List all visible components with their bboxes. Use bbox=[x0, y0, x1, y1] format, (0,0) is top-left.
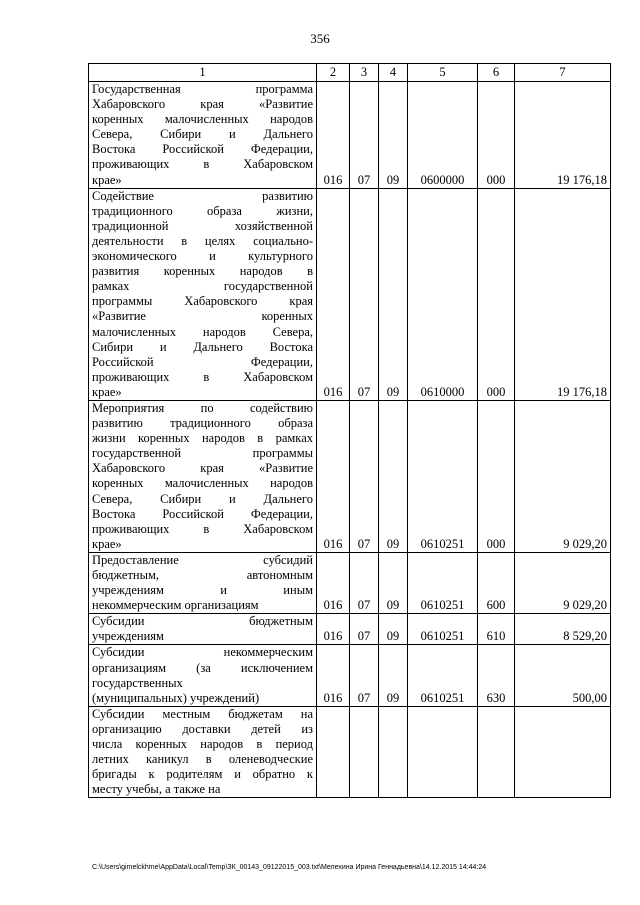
row-name-line: числа коренных народов в период bbox=[92, 737, 313, 752]
cell-expense-type: 000 bbox=[478, 188, 515, 400]
header-cell-5: 5 bbox=[408, 64, 478, 82]
budget-table bbox=[88, 63, 611, 798]
cell-subsection bbox=[379, 706, 408, 798]
cell-target-article: 0610251 bbox=[408, 400, 478, 552]
cell-target-article bbox=[408, 706, 478, 798]
cell-subsection: 09 bbox=[379, 645, 408, 706]
cell-section: 07 bbox=[350, 82, 379, 189]
row-name-line: крае» bbox=[92, 384, 122, 399]
header-cell-7: 7 bbox=[515, 64, 611, 82]
cell-amount: 19 176,18 bbox=[515, 188, 611, 400]
table-row bbox=[89, 82, 611, 189]
cell-expense-type: 610 bbox=[478, 614, 515, 645]
row-name-line: жизни коренных народов в рамках bbox=[92, 431, 313, 446]
header-row bbox=[89, 64, 611, 82]
row-name-line: Севера, Сибири и Дальнего bbox=[92, 491, 313, 506]
row-name-line: Российской Федерации, bbox=[92, 354, 313, 369]
table-body bbox=[89, 64, 611, 798]
header-cell-6: 6 bbox=[478, 64, 515, 82]
row-name-line: некоммерческим организациям bbox=[92, 598, 259, 613]
cell-section bbox=[350, 706, 379, 798]
file-path-footer: C:\Users\gimelckhme\AppData\Local\Temp\ЗК_00143_09122015_003.txt\Мелехина Ирина Геннадьевна\14.12.2015 14:44:24 bbox=[92, 864, 487, 871]
cell-subsection: 09 bbox=[379, 400, 408, 552]
cell-section: 07 bbox=[350, 188, 379, 400]
row-name-line: рамках государственной bbox=[92, 279, 313, 294]
row-name-line: государственной программы bbox=[92, 446, 313, 461]
row-name-line: организацию доставки детей из bbox=[92, 721, 313, 736]
cell-budget-code: 016 bbox=[317, 400, 350, 552]
row-name-line: Севера, Сибири и Дальнего bbox=[92, 127, 313, 142]
row-name-line: бригады к родителям и обратно к bbox=[92, 767, 313, 782]
table-row bbox=[89, 400, 611, 552]
header-cell-2: 2 bbox=[317, 64, 350, 82]
table-row bbox=[89, 614, 611, 645]
cell-subsection: 09 bbox=[379, 82, 408, 189]
page-number: 356 bbox=[310, 31, 330, 46]
cell-target-article: 0600000 bbox=[408, 82, 478, 189]
row-name-line: развития коренных народов в bbox=[92, 264, 313, 279]
row-name-cell bbox=[89, 706, 317, 798]
row-name-line: Содействие развитию bbox=[92, 188, 313, 203]
cell-target-article: 0610251 bbox=[408, 645, 478, 706]
cell-subsection: 09 bbox=[379, 552, 408, 613]
row-name-line: экономического и культурного bbox=[92, 249, 313, 264]
row-name-line: традиционного образа жизни, bbox=[92, 203, 313, 218]
row-name-line: «Развитие коренных bbox=[92, 309, 313, 324]
row-name-line: Государственная программа bbox=[92, 82, 313, 96]
row-name-cell bbox=[89, 614, 317, 645]
cell-amount: 8 529,20 bbox=[515, 614, 611, 645]
cell-budget-code bbox=[317, 706, 350, 798]
cell-amount: 19 176,18 bbox=[515, 82, 611, 189]
cell-target-article: 0610000 bbox=[408, 188, 478, 400]
row-name-line: Востока Российской Федерации, bbox=[92, 142, 313, 157]
table-row bbox=[89, 188, 611, 400]
cell-amount: 500,00 bbox=[515, 645, 611, 706]
row-name-line: учреждениям bbox=[92, 629, 164, 644]
row-name-line: государственных bbox=[92, 675, 183, 690]
row-name-line: Субсидии местным бюджетам на bbox=[92, 706, 313, 721]
row-name-line: Мероприятия по содействию bbox=[92, 400, 313, 415]
cell-amount: 9 029,20 bbox=[515, 552, 611, 613]
cell-expense-type: 000 bbox=[478, 82, 515, 189]
cell-subsection: 09 bbox=[379, 614, 408, 645]
row-name-line: Сибири и Дальнего Востока bbox=[92, 339, 313, 354]
row-name-line: крае» bbox=[92, 536, 122, 551]
row-name-line: Субсидии бюджетным bbox=[92, 614, 313, 629]
row-name-line: малочисленных народов Севера, bbox=[92, 324, 313, 339]
cell-target-article: 0610251 bbox=[408, 614, 478, 645]
row-name-line: проживающих в Хабаровском bbox=[92, 521, 313, 536]
row-name-line: Хабаровского края «Развитие bbox=[92, 97, 313, 112]
row-name-line: месту учебы, а также на bbox=[92, 782, 221, 797]
row-name-line: летних каникул в оленеводческие bbox=[92, 752, 313, 767]
header-cell-3: 3 bbox=[350, 64, 379, 82]
row-name-cell bbox=[89, 552, 317, 613]
row-name-line: Предоставление субсидий bbox=[92, 552, 313, 567]
cell-budget-code: 016 bbox=[317, 552, 350, 613]
cell-amount bbox=[515, 706, 611, 798]
row-name-line: (муниципальных) учреждений) bbox=[92, 690, 260, 705]
header-cell-4: 4 bbox=[379, 64, 408, 82]
row-name-line: коренных малочисленных народов bbox=[92, 476, 313, 491]
row-name-line: проживающих в Хабаровском bbox=[92, 157, 313, 172]
row-name-line: крае» bbox=[92, 172, 122, 187]
row-name-line: коренных малочисленных народов bbox=[92, 112, 313, 127]
cell-expense-type bbox=[478, 706, 515, 798]
cell-expense-type: 600 bbox=[478, 552, 515, 613]
row-name-line: Субсидии некоммерческим bbox=[92, 645, 313, 660]
row-name-line: проживающих в Хабаровском bbox=[92, 369, 313, 384]
cell-amount: 9 029,20 bbox=[515, 400, 611, 552]
cell-budget-code: 016 bbox=[317, 188, 350, 400]
cell-section: 07 bbox=[350, 400, 379, 552]
table-row bbox=[89, 552, 611, 613]
row-name-line: Востока Российской Федерации, bbox=[92, 506, 313, 521]
cell-budget-code: 016 bbox=[317, 82, 350, 189]
cell-section: 07 bbox=[350, 614, 379, 645]
row-name-line: развитию традиционного образа bbox=[92, 416, 313, 431]
cell-section: 07 bbox=[350, 552, 379, 613]
cell-budget-code: 016 bbox=[317, 614, 350, 645]
row-name-line: деятельности в целях социально- bbox=[92, 233, 313, 248]
row-name-cell bbox=[89, 400, 317, 552]
row-name-cell bbox=[89, 188, 317, 400]
row-name-line: организациям (за исключением bbox=[92, 660, 313, 675]
header-cell-1: 1 bbox=[89, 64, 317, 82]
table-row bbox=[89, 645, 611, 706]
row-name-line: традиционной хозяйственной bbox=[92, 218, 313, 233]
row-name-line: Хабаровского края «Развитие bbox=[92, 461, 313, 476]
row-name-line: бюджетным, автономным bbox=[92, 568, 313, 582]
cell-section: 07 bbox=[350, 645, 379, 706]
cell-target-article: 0610251 bbox=[408, 552, 478, 613]
cell-expense-type: 000 bbox=[478, 400, 515, 552]
cell-expense-type: 630 bbox=[478, 645, 515, 706]
row-name-line: программы Хабаровского края bbox=[92, 294, 313, 309]
table-row bbox=[89, 706, 611, 798]
row-name-cell bbox=[89, 645, 317, 706]
row-name-cell bbox=[89, 82, 317, 189]
row-name-line: учреждениям и иным bbox=[92, 583, 313, 598]
cell-budget-code: 016 bbox=[317, 645, 350, 706]
cell-subsection: 09 bbox=[379, 188, 408, 400]
